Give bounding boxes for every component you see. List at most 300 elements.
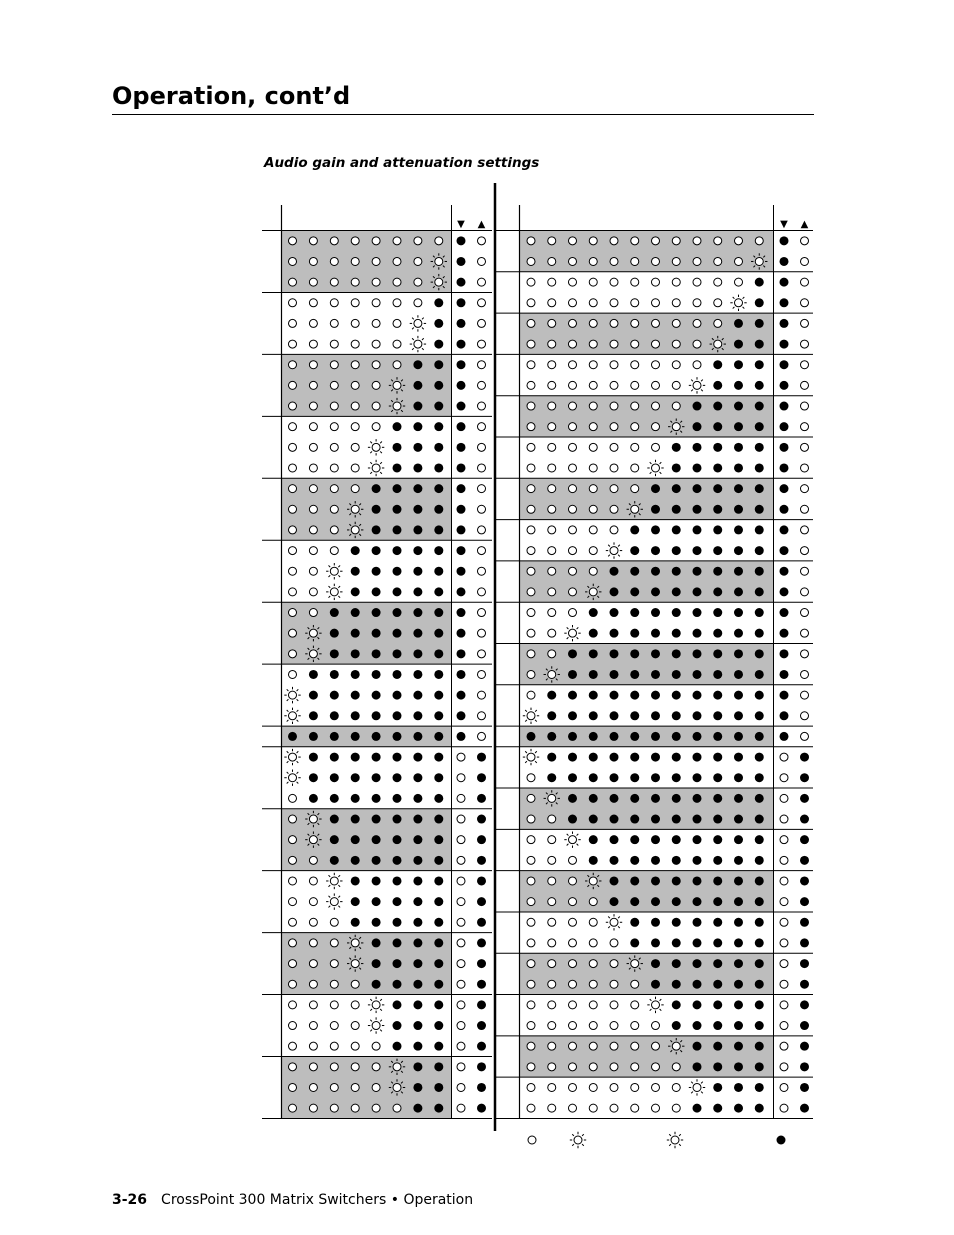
off-led-icon [478,443,486,451]
off-led-icon [589,960,597,968]
on-led-icon [630,546,639,555]
on-led-icon [630,670,639,679]
on-led-icon [780,463,789,472]
on-led-icon [693,546,702,555]
blinking-led-icon [284,749,300,765]
on-led-icon [755,381,764,390]
on-led-icon [734,876,743,885]
off-led-icon [780,1022,788,1030]
off-led-icon [457,960,465,968]
on-led-icon [693,505,702,514]
on-led-icon [413,360,422,369]
off-led-icon [780,753,788,761]
on-led-icon [568,753,577,762]
off-led-icon [309,340,317,348]
off-led-icon [330,361,338,369]
shaded-row-group [520,396,774,437]
off-led-icon [478,319,486,327]
off-led-icon [289,1042,297,1050]
on-led-icon [610,711,619,720]
off-led-icon [548,856,556,864]
blinking-led-icon [368,439,384,455]
on-led-icon [755,938,764,947]
off-led-icon [589,423,597,431]
off-led-icon [527,588,535,596]
on-led-icon [457,381,466,390]
off-led-icon [672,299,680,307]
on-led-icon [372,629,381,638]
on-led-icon [610,691,619,700]
on-led-icon [755,1021,764,1030]
off-led-icon [652,423,660,431]
off-led-icon [309,1083,317,1091]
blinking-led-icon [564,831,580,847]
on-led-icon [734,959,743,968]
on-led-icon [630,691,639,700]
off-led-icon [631,1063,639,1071]
on-led-icon [630,753,639,762]
on-led-icon [672,897,681,906]
on-led-icon [372,897,381,906]
off-led-icon [569,588,577,596]
off-led-icon [527,361,535,369]
off-led-icon [780,856,788,864]
on-led-icon [413,443,422,452]
off-led-icon [610,1022,618,1030]
off-led-icon [801,567,809,575]
on-led-icon [693,1062,702,1071]
on-led-icon [477,856,486,865]
on-led-icon [780,525,789,534]
down-arrow-icon: ▼ [457,219,465,230]
on-led-icon [434,856,443,865]
off-led-icon [548,381,556,389]
off-led-icon [351,980,359,988]
on-led-icon [800,1021,809,1030]
on-led-icon [413,670,422,679]
on-led-icon [457,629,466,638]
off-led-icon [589,547,597,555]
on-led-icon [330,815,339,824]
on-led-icon [457,567,466,576]
on-led-icon [672,711,681,720]
off-led-icon [589,1022,597,1030]
on-led-icon [713,835,722,844]
on-led-icon [434,670,443,679]
off-led-icon [610,361,618,369]
off-led-icon [569,567,577,575]
on-led-icon [800,1104,809,1113]
blinking-led-icon [284,687,300,703]
on-led-icon [734,340,743,349]
off-led-icon [527,526,535,534]
on-led-icon [780,567,789,576]
off-led-icon [589,980,597,988]
on-led-icon [547,711,556,720]
off-led-icon [372,1083,380,1091]
up-arrow-icon: ▲ [477,219,486,230]
on-led-icon [630,587,639,596]
on-led-icon [713,587,722,596]
off-led-icon [652,257,660,265]
on-led-icon [477,1000,486,1009]
off-led-icon [569,609,577,617]
on-led-icon [372,649,381,658]
on-led-icon [351,711,360,720]
on-led-icon [713,422,722,431]
on-led-icon [651,484,660,493]
on-led-icon [651,815,660,824]
on-led-icon [755,1062,764,1071]
off-led-icon [309,980,317,988]
off-led-icon [351,1083,359,1091]
on-led-icon [780,360,789,369]
on-led-icon [713,484,722,493]
shaded-row-group [520,231,774,272]
on-led-icon [780,319,789,328]
on-led-icon [477,980,486,989]
on-led-icon [672,1021,681,1030]
shaded-row-group [520,1036,774,1077]
off-led-icon [478,278,486,286]
off-led-icon [289,877,297,885]
off-led-icon [309,1063,317,1071]
on-led-icon [413,980,422,989]
on-led-icon [713,1021,722,1030]
off-led-icon [589,1104,597,1112]
off-led-icon [631,464,639,472]
off-led-icon [631,361,639,369]
on-led-icon [734,381,743,390]
on-led-icon [434,794,443,803]
on-led-icon [734,1021,743,1030]
on-led-icon [734,980,743,989]
on-led-icon [713,1083,722,1092]
off-led-icon [351,1104,359,1112]
on-led-icon [734,938,743,947]
on-led-icon [309,794,318,803]
on-led-icon [713,1042,722,1051]
on-led-icon [457,463,466,472]
on-led-icon [413,876,422,885]
off-led-icon [527,918,535,926]
off-led-icon [393,340,401,348]
on-led-icon [610,897,619,906]
on-led-icon [713,938,722,947]
on-led-icon [651,794,660,803]
footer-doc-title: CrossPoint 300 Matrix Switchers • Operation [161,1192,474,1208]
on-led-icon [672,608,681,617]
off-led-icon [589,464,597,472]
on-led-icon [780,298,789,307]
off-led-icon [693,340,701,348]
on-led-icon [800,980,809,989]
off-led-icon [548,1063,556,1071]
off-led-icon [780,1042,788,1050]
off-led-icon [372,1042,380,1050]
on-led-icon [610,835,619,844]
on-led-icon [713,567,722,576]
on-led-icon [434,732,443,741]
off-led-icon [610,319,618,327]
on-led-icon [780,402,789,411]
off-led-icon [569,898,577,906]
on-led-icon [734,360,743,369]
off-led-icon [372,340,380,348]
on-led-icon [713,463,722,472]
off-led-icon [569,361,577,369]
on-led-icon [413,815,422,824]
off-led-icon [569,547,577,555]
off-led-icon [548,898,556,906]
off-led-icon [478,381,486,389]
off-led-icon [330,960,338,968]
on-led-icon [413,732,422,741]
off-led-icon [330,299,338,307]
on-led-icon [734,815,743,824]
on-led-icon [372,856,381,865]
off-led-icon [610,402,618,410]
off-led-icon [457,794,465,802]
off-led-icon [351,381,359,389]
on-led-icon [372,938,381,947]
off-led-icon [527,1083,535,1091]
on-led-icon [477,1042,486,1051]
off-led-icon [569,980,577,988]
off-led-icon [330,547,338,555]
on-led-icon [800,856,809,865]
off-led-icon [457,1083,465,1091]
blinking-led-icon [523,749,539,765]
off-led-icon [309,1022,317,1030]
page-footer [112,1192,473,1208]
on-led-icon [610,876,619,885]
on-led-icon [755,525,764,534]
on-led-icon [457,691,466,700]
off-led-icon [372,237,380,245]
off-led-icon [289,794,297,802]
on-led-icon [393,525,402,534]
shaded-row-group [282,478,452,540]
blinking-led-icon [606,542,622,558]
off-led-icon [801,485,809,493]
off-led-icon [589,1083,597,1091]
on-led-icon [457,546,466,555]
blinking-led-icon [689,377,705,393]
off-led-icon [351,361,359,369]
on-led-icon [693,794,702,803]
on-led-icon [309,691,318,700]
on-led-icon [734,443,743,452]
off-led-icon [548,877,556,885]
off-led-icon [330,340,338,348]
on-led-icon [351,876,360,885]
off-led-icon [289,423,297,431]
on-led-icon [413,1021,422,1030]
off-led-icon [528,1136,536,1144]
on-led-icon [755,1104,764,1113]
off-led-icon [652,381,660,389]
on-led-icon [434,980,443,989]
on-led-icon [434,402,443,411]
on-led-icon [457,257,466,266]
off-led-icon [478,567,486,575]
on-led-icon [413,381,422,390]
on-led-icon [434,629,443,638]
on-led-icon [755,567,764,576]
blinking-led-icon [326,893,342,909]
off-led-icon [309,319,317,327]
on-led-icon [372,484,381,493]
off-led-icon [801,299,809,307]
on-led-icon [457,443,466,452]
on-led-icon [630,835,639,844]
blinking-led-icon [368,1017,384,1033]
shaded-row-group [282,933,452,995]
on-led-icon [610,732,619,741]
on-led-icon [780,691,789,700]
on-led-icon [734,753,743,762]
off-led-icon [289,443,297,451]
on-led-icon [372,711,381,720]
on-led-icon [672,876,681,885]
on-led-icon [755,959,764,968]
off-led-icon [672,237,680,245]
page-number: 3-26 [112,1192,148,1208]
on-led-icon [413,711,422,720]
off-led-icon [569,443,577,451]
on-led-icon [672,773,681,782]
off-led-icon [527,278,535,286]
off-led-icon [610,423,618,431]
on-led-icon [477,959,486,968]
on-led-icon [477,794,486,803]
off-led-icon [548,526,556,534]
off-led-icon [309,877,317,885]
on-led-icon [457,422,466,431]
off-led-icon [569,381,577,389]
off-led-icon [527,547,535,555]
off-led-icon [589,567,597,575]
on-led-icon [780,711,789,720]
on-led-icon [351,897,360,906]
on-led-icon [330,753,339,762]
off-led-icon [527,898,535,906]
off-led-icon [309,526,317,534]
off-led-icon [569,402,577,410]
off-led-icon [548,588,556,596]
on-led-icon [672,587,681,596]
on-led-icon [434,608,443,617]
on-led-icon [755,1042,764,1051]
on-led-icon [330,649,339,658]
off-led-icon [589,1001,597,1009]
off-led-icon [527,856,535,864]
off-led-icon [330,1001,338,1009]
on-led-icon [351,918,360,927]
on-led-icon [457,236,466,245]
off-led-icon [693,319,701,327]
off-led-icon [610,1083,618,1091]
on-led-icon [734,1042,743,1051]
on-led-icon [393,856,402,865]
on-led-icon [589,815,598,824]
on-led-icon [780,443,789,452]
on-led-icon [610,587,619,596]
off-led-icon [527,1104,535,1112]
off-led-icon [309,547,317,555]
on-led-icon [755,897,764,906]
on-led-icon [393,629,402,638]
on-led-icon [330,691,339,700]
blinking-led-icon [647,460,663,476]
on-led-icon [434,319,443,328]
off-led-icon [372,1104,380,1112]
on-led-icon [589,856,598,865]
on-led-icon [755,753,764,762]
on-led-icon [477,1021,486,1030]
blinking-led-icon [368,997,384,1013]
off-led-icon [330,319,338,327]
off-led-icon [672,1104,680,1112]
on-led-icon [393,670,402,679]
off-led-icon [548,650,556,658]
off-led-icon [330,443,338,451]
off-led-icon [780,980,788,988]
off-led-icon [289,918,297,926]
off-led-icon [780,898,788,906]
on-led-icon [713,360,722,369]
on-led-icon [734,608,743,617]
off-led-icon [351,464,359,472]
on-led-icon [755,773,764,782]
off-led-icon [801,691,809,699]
on-led-icon [713,959,722,968]
off-led-icon [672,361,680,369]
off-led-icon [351,237,359,245]
off-led-icon [393,299,401,307]
off-led-icon [289,278,297,286]
on-led-icon [372,505,381,514]
on-led-icon [372,876,381,885]
on-led-icon [755,1000,764,1009]
off-led-icon [478,402,486,410]
off-led-icon [478,629,486,637]
off-led-icon [548,980,556,988]
off-led-icon [527,650,535,658]
on-led-icon [755,422,764,431]
on-led-icon [672,649,681,658]
on-led-icon [780,484,789,493]
off-led-icon [289,1083,297,1091]
on-led-icon [734,794,743,803]
on-led-icon [457,319,466,328]
off-led-icon [289,1104,297,1112]
on-led-icon [651,587,660,596]
on-led-icon [651,918,660,927]
off-led-icon [289,815,297,823]
off-led-icon [478,732,486,740]
on-led-icon [734,422,743,431]
on-led-icon [413,897,422,906]
on-led-icon [713,732,722,741]
on-led-icon [630,918,639,927]
on-led-icon [713,691,722,700]
on-led-icon [434,567,443,576]
on-led-icon [589,753,598,762]
on-led-icon [351,670,360,679]
on-led-icon [372,835,381,844]
